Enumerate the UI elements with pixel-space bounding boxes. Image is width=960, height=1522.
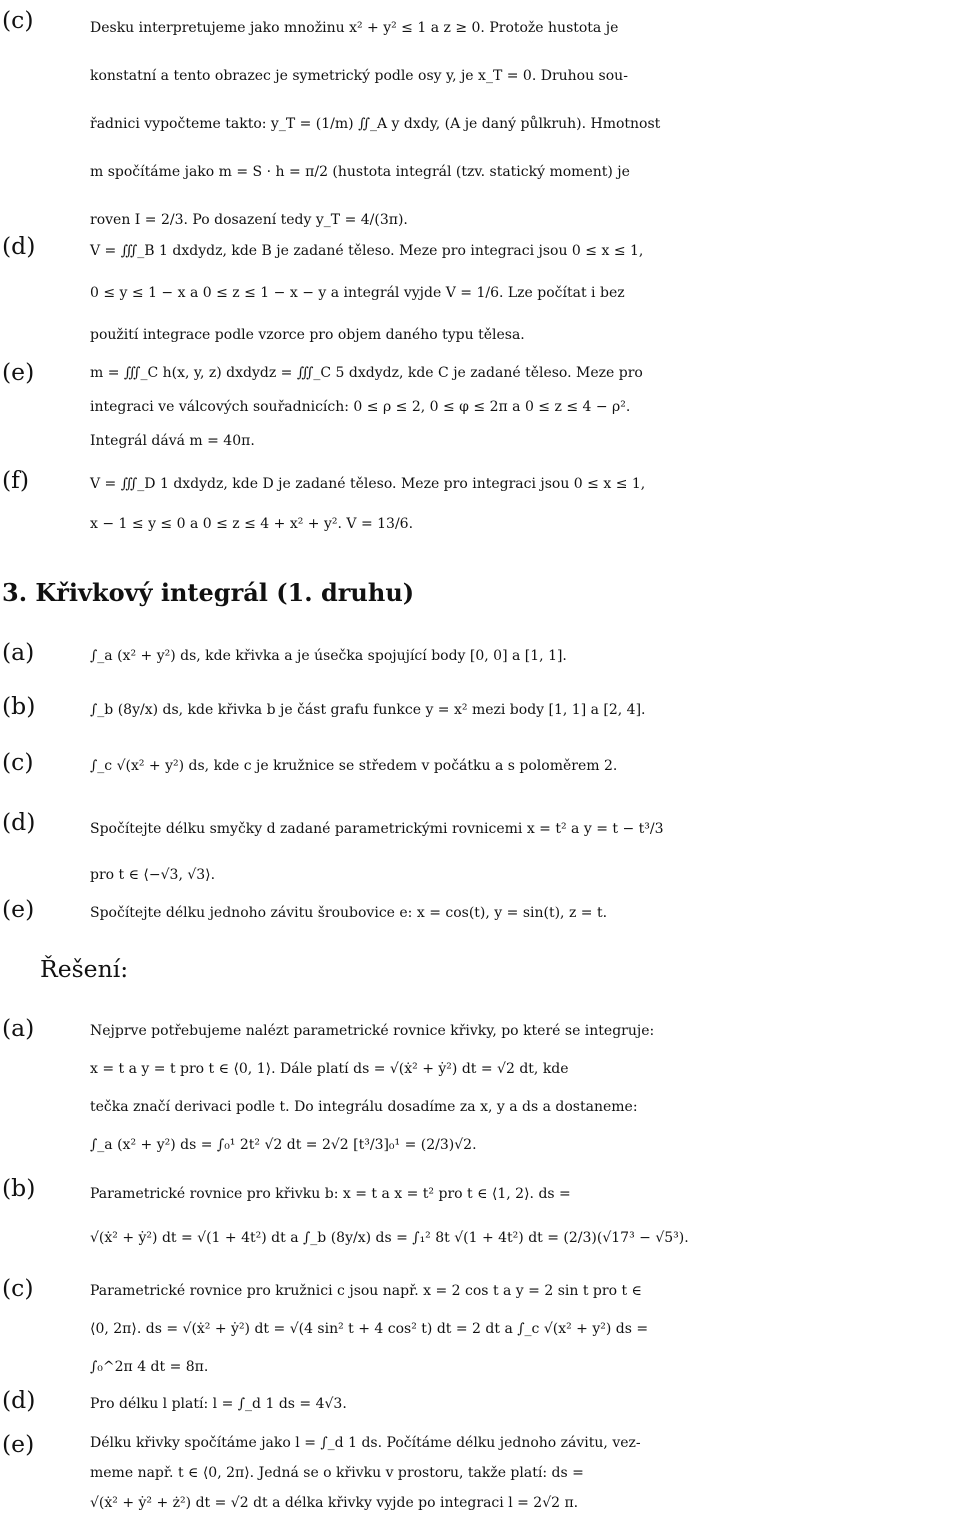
text-line: konstatní a tento obrazec je symetrický podle osy y, je x_T = 0. Druhou sou-	[90, 68, 628, 84]
item-label: (e)	[2, 895, 35, 923]
text-line: ∫₀^2π 4 dt = 8π.	[90, 1359, 209, 1375]
item-label: (c)	[2, 748, 34, 776]
item-label: (d)	[2, 232, 36, 260]
text-line: Integrál dává m = 40π.	[90, 433, 255, 449]
text-line: ∫_b (8y/x) ds, kde křivka b je část grafu funkce y = x² mezi body [1, 1] a [2, 4].	[90, 702, 646, 718]
text-line: V = ∭_B 1 dxdydz, kde B je zadané těleso. Meze pro integraci jsou 0 ≤ x ≤ 1,	[90, 243, 644, 259]
item-body	[90, 806, 960, 898]
text-line: Spočítejte délku smyčky d zadané parametrickými rovnicemi x = t² a y = t − t³/3	[90, 821, 664, 837]
text-line: integraci ve válcových souřadnicích: 0 ≤ ρ ≤ 2, 0 ≤ φ ≤ 2π a 0 ≤ z ≤ 4 − ρ².	[90, 399, 631, 415]
solution-heading: Řešení:	[40, 955, 129, 983]
item-body	[90, 230, 960, 356]
item-label: (f)	[2, 466, 30, 494]
item-body	[90, 1428, 960, 1518]
text-line: V = ∭_D 1 dxdydz, kde D je zadané těleso. Meze pro integraci jsou 0 ≤ x ≤ 1,	[90, 476, 646, 492]
text-line: Desku interpretujeme jako množinu x² + y² ≤ 1 a z ≥ 0. Protože hustota je	[90, 20, 619, 36]
text-line: Nejprve potřebujeme nalézt parametrické rovnice křivky, po které se integruje:	[90, 1023, 655, 1039]
text-line: Délku křivky spočítáme jako l = ∫_d 1 ds. Počítáme délku jednoho závitu, vez-	[90, 1435, 641, 1451]
text-line: m = ∭_C h(x, y, z) dxdydz = ∭_C 5 dxdydz, kde C je zadané těleso. Meze pro	[90, 365, 643, 381]
item-label: (c)	[2, 1274, 34, 1302]
text-line: √(ẋ² + ẏ² + ż²) dt = √2 dt a délka křivky vyjde po integraci l = 2√2 π.	[90, 1495, 579, 1511]
item-label: (a)	[2, 638, 35, 666]
text-line: použití integrace podle vzorce pro objem daného typu tělesa.	[90, 327, 525, 343]
item-body	[90, 4, 960, 244]
item-body	[90, 746, 960, 786]
item-label: (e)	[2, 1430, 35, 1458]
item-label: (e)	[2, 358, 35, 386]
item-body	[90, 1272, 960, 1386]
item-body	[90, 356, 960, 458]
item-label: (b)	[2, 692, 36, 720]
item-label: (c)	[2, 6, 34, 34]
text-line: Parametrické rovnice pro kružnici c jsou např. x = 2 cos t a y = 2 sin t pro t ∈	[90, 1283, 642, 1299]
item-body	[90, 1172, 960, 1260]
text-line: roven I = 2/3. Po dosazení tedy y_T = 4/(3π).	[90, 212, 408, 228]
item-body	[90, 464, 960, 544]
text-line: ∫_c √(x² + y²) ds, kde c je kružnice se středem v počátku a s poloměrem 2.	[90, 758, 618, 774]
item-label: (a)	[2, 1014, 35, 1042]
text-line: Spočítejte délku jednoho závitu šroubovice e: x = cos(t), y = sin(t), z = t.	[90, 905, 608, 921]
text-line: x = t a y = t pro t ∈ ⟨0, 1⟩. Dále platí ds = √(ẋ² + ẏ²) dt = √2 dt, kde	[90, 1061, 569, 1077]
item-body	[90, 1384, 960, 1424]
text-line: x − 1 ≤ y ≤ 0 a 0 ≤ z ≤ 4 + x² + y². V = 13/6.	[90, 516, 414, 532]
text-line: řadnici vypočteme takto: y_T = (1/m) ∬_A y dxdy, (A je daný půlkruh). Hmotnost	[90, 116, 661, 132]
text-line: meme např. t ∈ ⟨0, 2π⟩. Jedná se o křivku v prostoru, takže platí: ds =	[90, 1465, 584, 1481]
text-line: ∫_a (x² + y²) ds, kde křivka a je úsečka spojující body [0, 0] a [1, 1].	[90, 648, 567, 664]
text-line: Pro délku l platí: l = ∫_d 1 ds = 4√3.	[90, 1396, 347, 1412]
item-body	[90, 690, 960, 730]
text-line: √(ẋ² + ẏ²) dt = √(1 + 4t²) dt a ∫_b (8y/x) ds = ∫₁² 8t √(1 + 4t²) dt = (2/3)(√17³ − √5³).	[90, 1230, 689, 1246]
item-label: (d)	[2, 808, 36, 836]
text-line: Parametrické rovnice pro křivku b: x = t a x = t² pro t ∈ ⟨1, 2⟩. ds =	[90, 1186, 571, 1202]
item-body	[90, 1012, 960, 1164]
section-heading: 3. Křivkový integrál (1. druhu)	[2, 578, 415, 607]
text-line: pro t ∈ ⟨−√3, √3⟩.	[90, 867, 216, 883]
item-body	[90, 636, 960, 676]
text-line: m spočítáme jako m = S · h = π/2 (hustota integrál (tzv. statický moment) je	[90, 164, 630, 180]
text-line: tečka značí derivaci podle t. Do integrálu dosadíme za x, y a ds a dostaneme:	[90, 1099, 638, 1115]
text-line: ⟨0, 2π⟩. ds = √(ẋ² + ẏ²) dt = √(4 sin² t + 4 cos² t) dt = 2 dt a ∫_c √(x² + y²) ds =	[90, 1321, 649, 1337]
text-line: 0 ≤ y ≤ 1 − x a 0 ≤ z ≤ 1 − x − y a integrál vyjde V = 1/6. Lze počítat i bez	[90, 285, 625, 301]
item-label: (b)	[2, 1174, 36, 1202]
item-body	[90, 893, 960, 933]
text-line: ∫_a (x² + y²) ds = ∫₀¹ 2t² √2 dt = 2√2 [t³/3]₀¹ = (2/3)√2.	[90, 1137, 477, 1153]
item-label: (d)	[2, 1386, 36, 1414]
